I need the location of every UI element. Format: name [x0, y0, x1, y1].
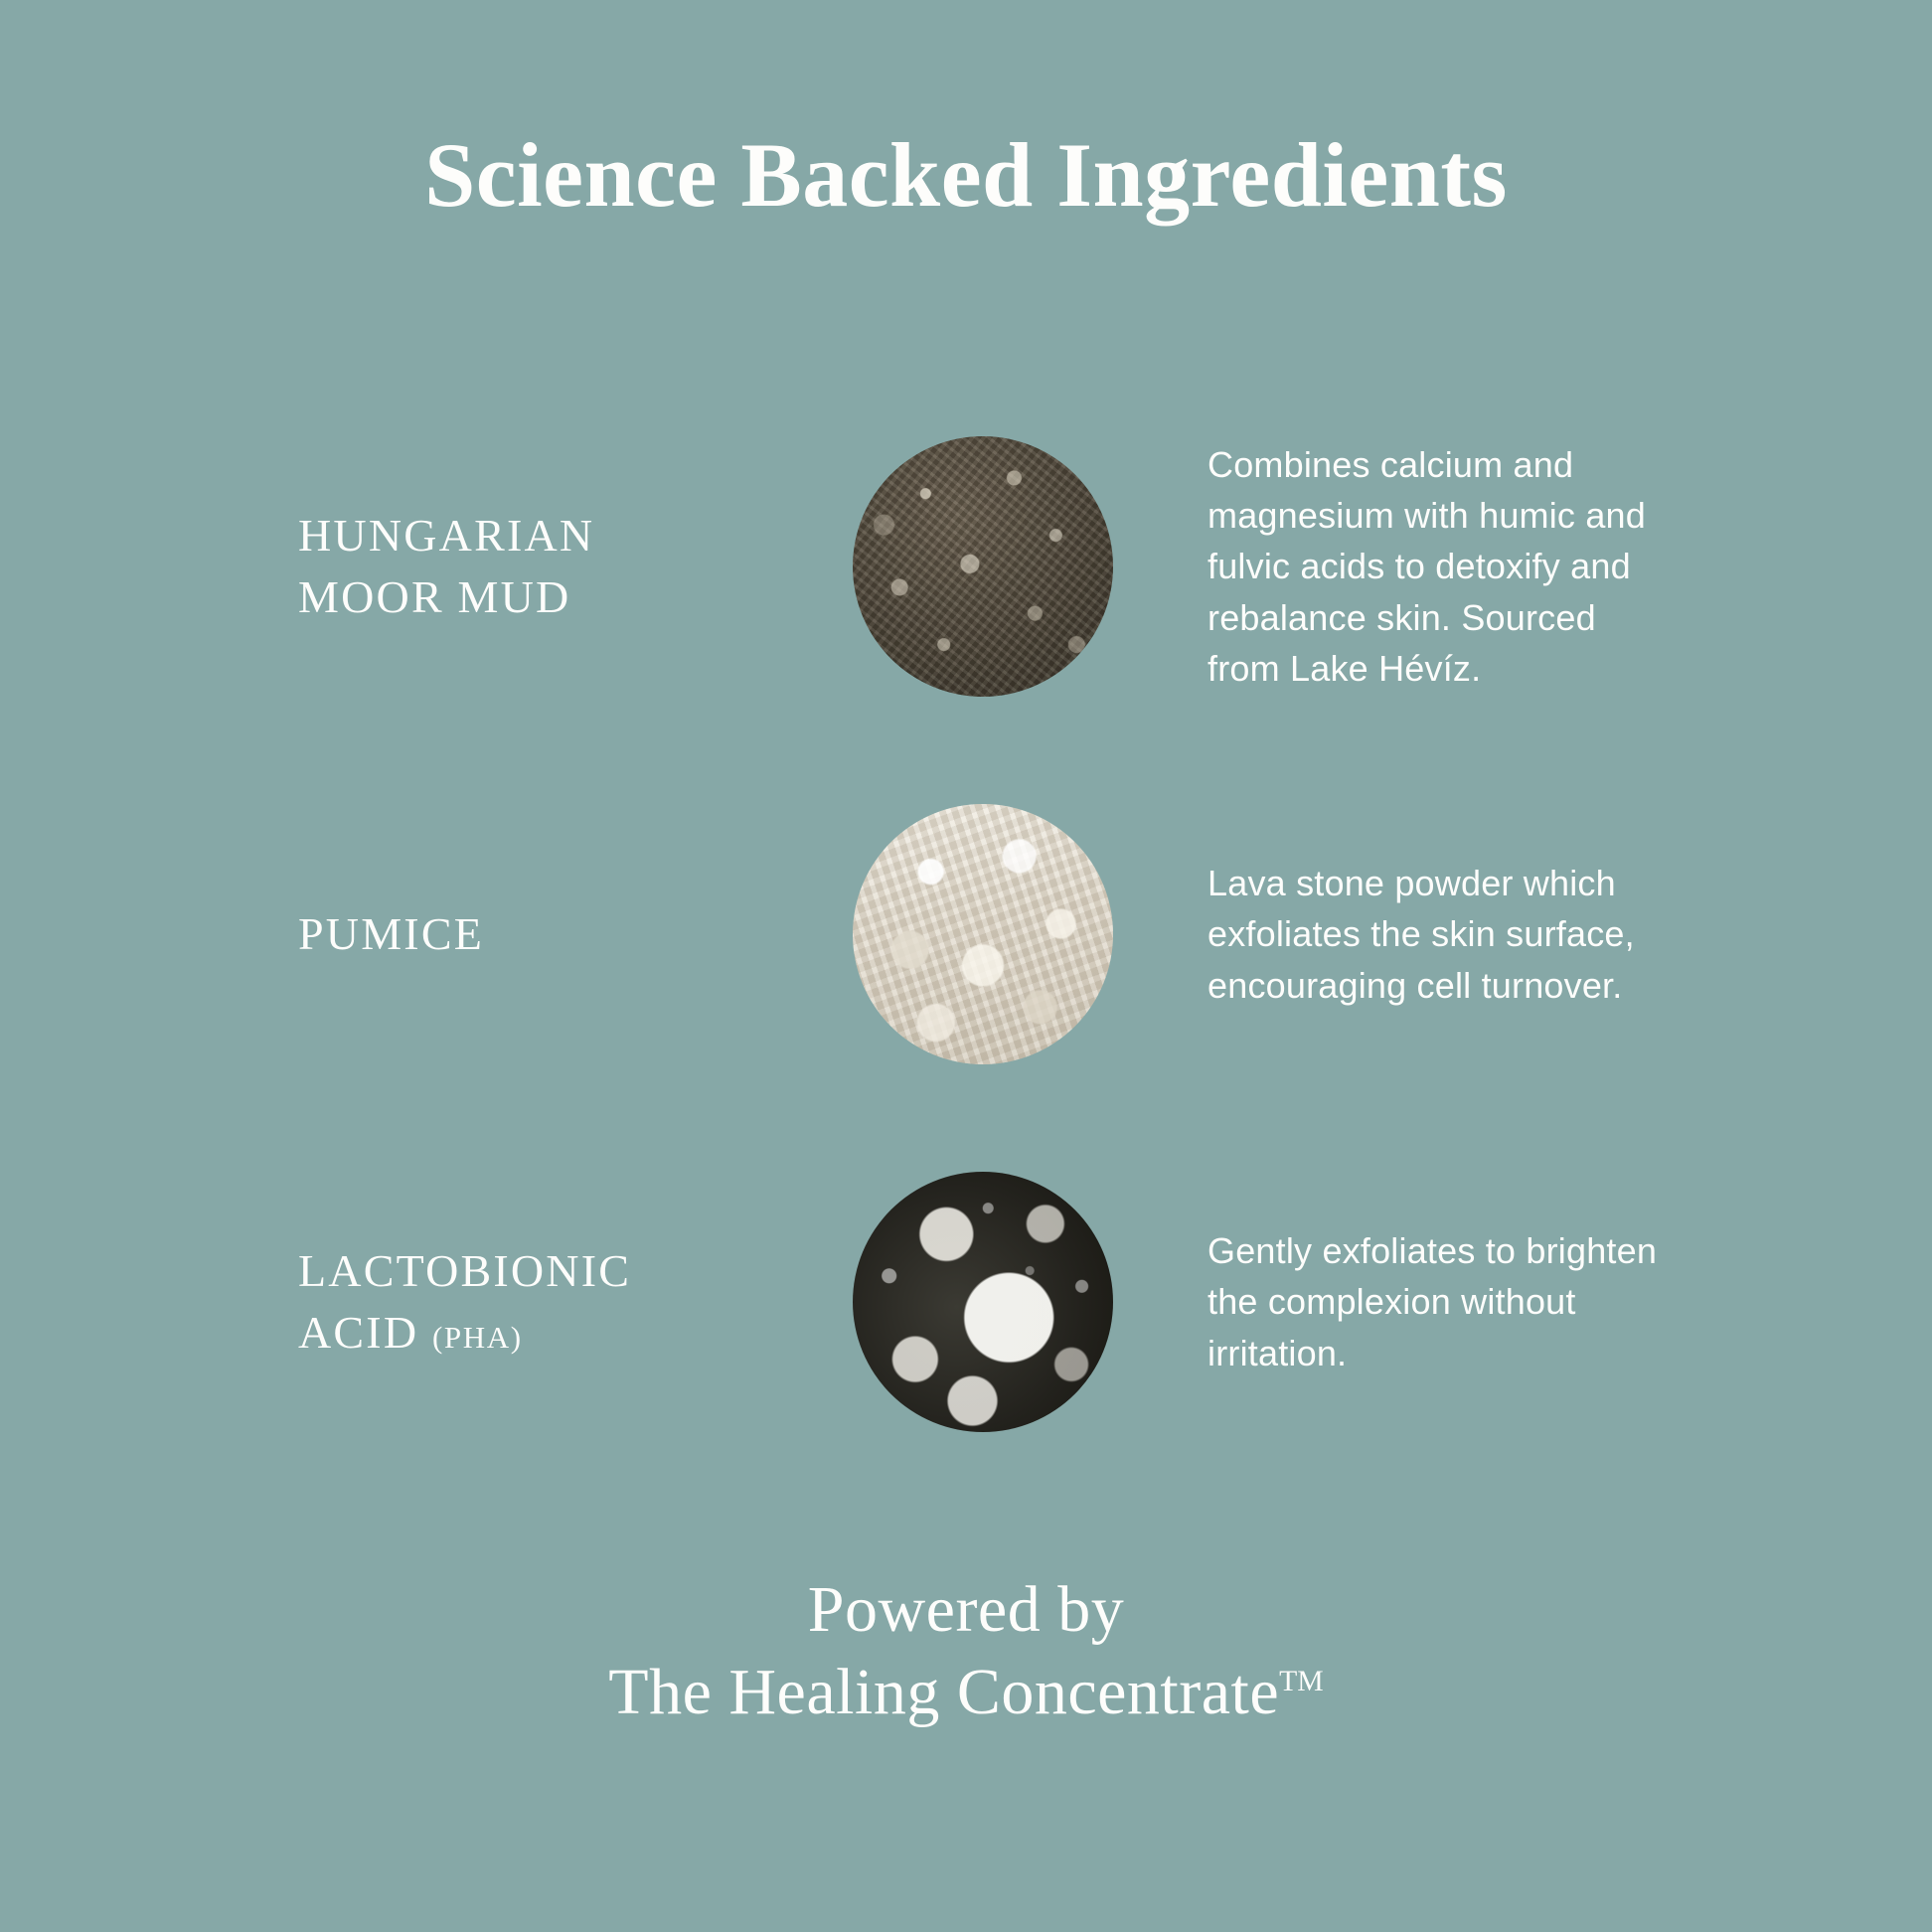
ingredient-name-qualifier: (PHA)	[431, 1320, 523, 1355]
list-item	[0, 383, 1932, 750]
ingredient-swatch-pumice	[853, 804, 1113, 1064]
list-item	[0, 750, 1932, 1118]
footer-line-2	[0, 1652, 1932, 1734]
ingredient-name	[298, 903, 735, 965]
ingredient-description: Combines calcium and magnesium with humic and fulvic acids to detoxify and rebalance skin. Sourced from Lake Hévíz.	[1208, 444, 1647, 689]
ingredient-swatch-lactobionic-acid	[853, 1172, 1113, 1432]
footer-line-1: Powered by	[807, 1573, 1125, 1646]
moor-mud-texture-icon	[853, 436, 1113, 697]
ingredient-name	[298, 1240, 735, 1364]
ingredient-name	[298, 505, 735, 628]
ingredient-list	[0, 383, 1932, 1486]
footer-branding	[0, 1569, 1932, 1733]
ingredient-description: Gently exfoliates to brighten the complexion without irritation.	[1208, 1230, 1658, 1373]
page-title: Science Backed Ingredients	[424, 124, 1508, 226]
pumice-texture-icon	[853, 804, 1113, 1064]
ingredient-name-text: HUNGARIAN MOOR MUD	[298, 509, 595, 622]
list-item	[0, 1118, 1932, 1486]
ingredient-swatch-moor-mud	[853, 436, 1113, 697]
ingredient-name-text: PUMICE	[298, 907, 485, 959]
trademark-symbol: TM	[1279, 1665, 1324, 1697]
ingredient-description: Lava stone powder which exfoliates the skin surface, encouraging cell turnover.	[1208, 863, 1635, 1006]
footer-product-name: The Healing Concentrate	[608, 1655, 1280, 1728]
ingredient-name-text: LACTOBIONIC ACID	[298, 1244, 632, 1358]
lactobionic-acid-texture-icon	[853, 1172, 1113, 1432]
